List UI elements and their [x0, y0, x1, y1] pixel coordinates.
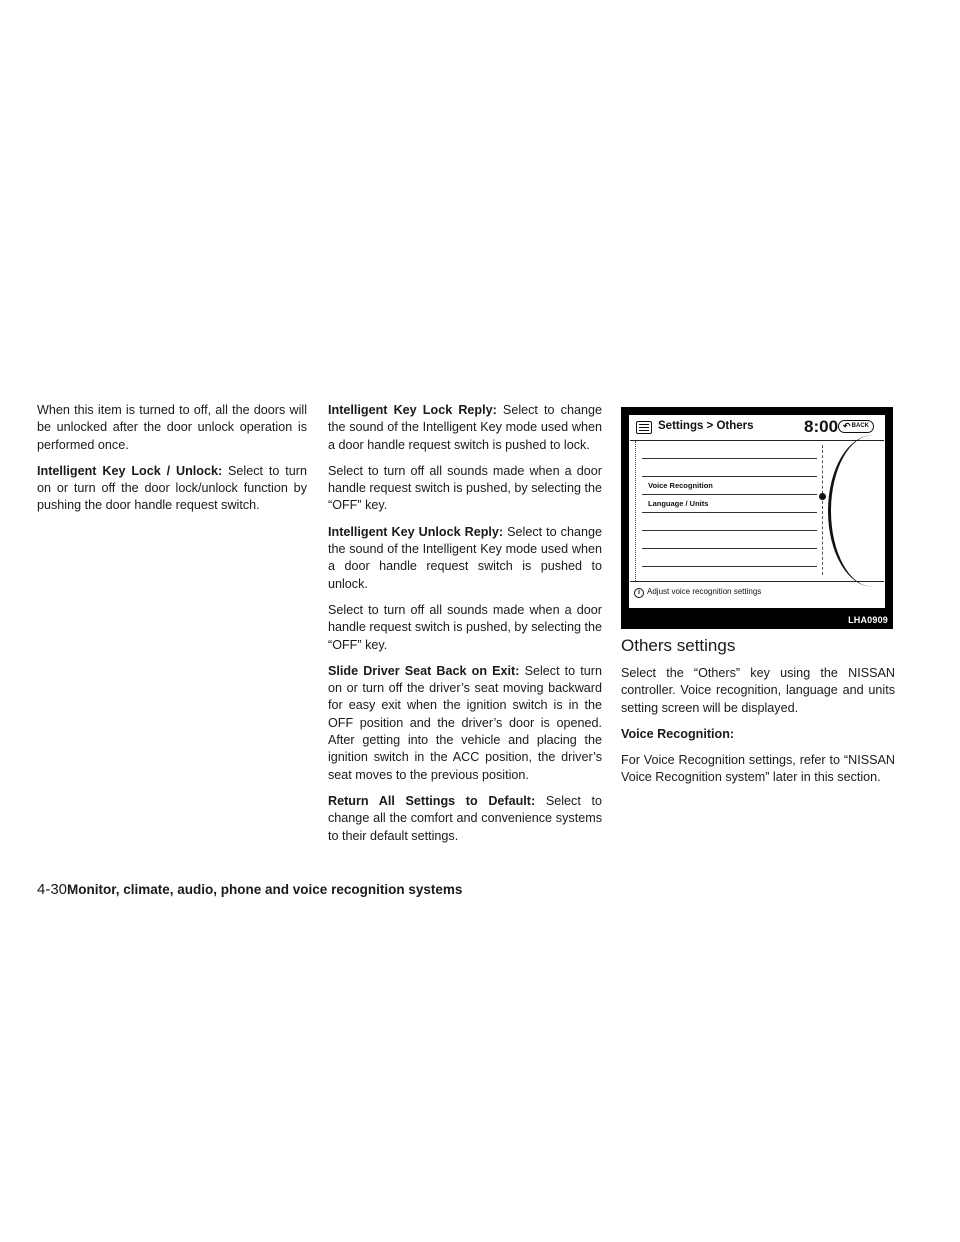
display-screen: [629, 415, 885, 608]
back-button[interactable]: [838, 420, 874, 433]
term-label: Slide Driver Seat Back on Exit:: [328, 663, 520, 678]
list-row-empty[interactable]: [642, 441, 817, 459]
settings-list: [630, 441, 884, 581]
term-label: Intelligent Key Lock Reply:: [328, 403, 497, 417]
paragraph: [328, 793, 602, 845]
list-row-empty[interactable]: [642, 549, 817, 567]
info-icon: i: [634, 588, 644, 598]
term-label: Return All Settings to Default:: [328, 793, 536, 808]
menu-icon: [636, 421, 652, 434]
settings-screen-figure: [621, 407, 893, 629]
term-label: Intelligent Key Unlock Reply:: [328, 524, 504, 539]
paragraph: [328, 663, 602, 784]
paragraph: When this item is turned to off, all the doors will be unlocked after the door unlock operation is performed once.: [37, 403, 307, 452]
paragraph: [328, 524, 602, 593]
list-row-empty[interactable]: [642, 531, 817, 549]
term-description: Select to change the sound of the Intelligent Key mode used when a door handle request switch is pushed to unlock.: [328, 524, 602, 591]
scroll-position-indicator: [819, 493, 826, 500]
term-description: Select to change all the comfort and convenience systems to their default settings.: [328, 793, 602, 843]
screen-clock: 8:00: [804, 417, 839, 436]
column-right: [621, 636, 895, 796]
term-label: Intelligent Key Lock / Unlock:: [37, 463, 223, 478]
paragraph: Select the “Others” key using the NISSAN controller. Voice recognition, language and units setting screen will be displayed.: [621, 666, 895, 715]
figure-label: LHA0909: [848, 615, 888, 625]
screen-header: [630, 416, 884, 441]
subheading: Voice Recognition:: [621, 726, 735, 741]
list-item-voice-recognition[interactable]: Voice Recognition: [642, 477, 817, 495]
page-number: 4-30: [37, 881, 68, 898]
section-heading: Others settings: [621, 636, 736, 655]
screen-arc-decoration: [828, 435, 918, 587]
column-left: [37, 402, 307, 524]
page-footer: [37, 881, 462, 898]
chapter-title: Monitor, climate, audio, phone and voice recognition systems: [67, 882, 463, 897]
paragraph: [37, 463, 307, 515]
column-middle: [328, 402, 602, 854]
term-description: Select to change the sound of the Intelligent Key mode used when a door handle request switch is pushed to lock.: [328, 403, 602, 452]
paragraph: Select to turn off all sounds made when a door handle request switch is pushed, by selecting the “OFF” key.: [328, 463, 602, 513]
footer-hint: Adjust voice recognition settings: [647, 587, 762, 596]
scrollbar[interactable]: [822, 445, 823, 575]
screen-title: Settings > Others: [658, 420, 754, 432]
list-row-empty[interactable]: [642, 459, 817, 477]
screen-footer: [630, 581, 884, 607]
list-item-language-units[interactable]: Language / Units: [642, 495, 817, 513]
list-edge-marker: [635, 441, 636, 581]
list-row-empty[interactable]: [642, 513, 817, 531]
back-icon: ↶: [843, 421, 851, 431]
term-description: Select to turn on or turn off the door lock/unlock function by pushing the door handle request switch.: [37, 463, 307, 513]
term-description: Select to turn on or turn off the driver’s seat moving backward for easy exit when the ignition switch is in the OFF position and the driver’s door is opened. After getting into the vehicle and placing the ignition switch in the ACC position, the driver’s seat moves to the previous position.: [328, 663, 602, 782]
paragraph: [328, 402, 602, 454]
paragraph: For Voice Recognition settings, refer to “NISSAN Voice Recognition system” later in this section.: [621, 753, 895, 785]
paragraph: Select to turn off all sounds made when a door handle request switch is pushed, by selecting the “OFF” key.: [328, 602, 602, 652]
back-label: BACK: [851, 423, 869, 429]
